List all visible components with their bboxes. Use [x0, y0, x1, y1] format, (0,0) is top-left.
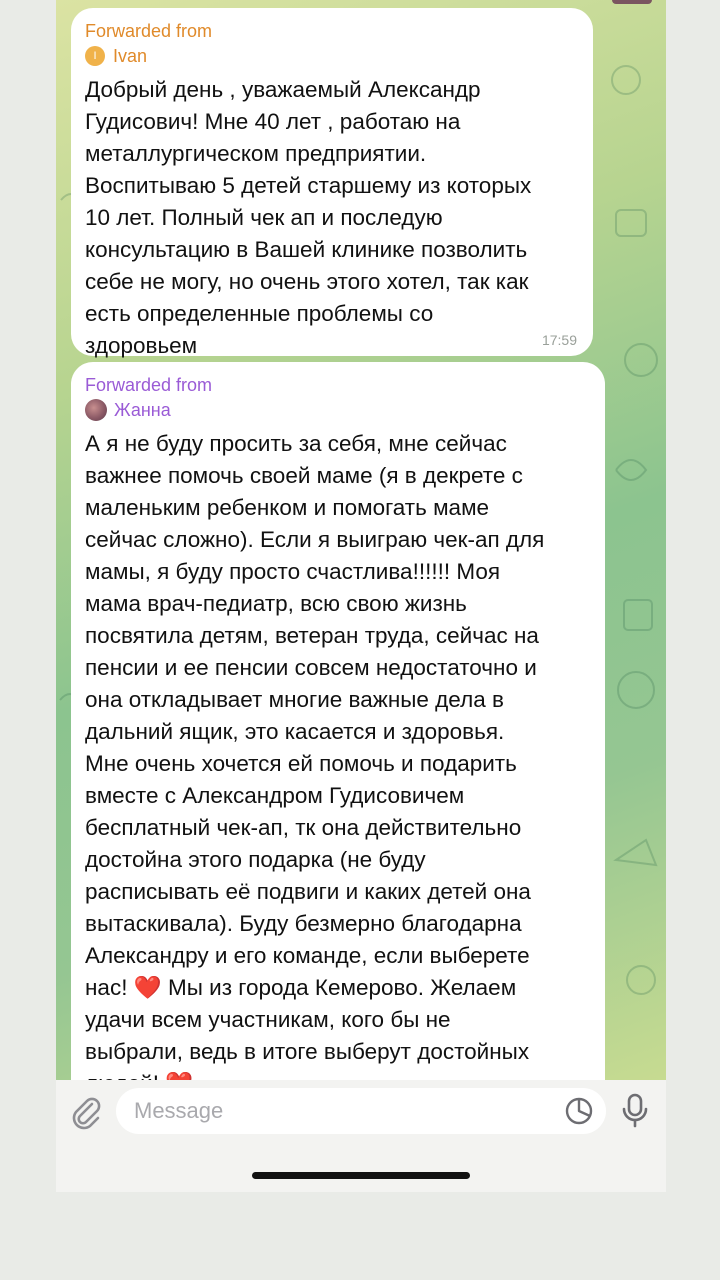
message-bubble[interactable]: [71, 8, 593, 356]
heart-emoji: ❤️: [133, 975, 162, 1000]
message-composer: [56, 1080, 666, 1192]
message-text-part: Мы из города Кемерово. Желаем удачи всем участникам, кого бы не выбрали, ведь в итоге выберут достойных: [85, 975, 530, 1064]
message-bubble[interactable]: [71, 362, 605, 1102]
author-name: Ivan: [113, 46, 148, 66]
sticker-icon[interactable]: [564, 1096, 594, 1126]
chat-background: [56, 0, 666, 1080]
author-name: Жанна: [114, 400, 171, 420]
message-input[interactable]: Message: [116, 1088, 606, 1134]
forwarded-author[interactable]: [85, 398, 589, 422]
home-indicator[interactable]: [252, 1172, 470, 1179]
chat-screen: [56, 0, 666, 1192]
top-avatar-edge: [612, 0, 652, 4]
message-time: 17:59: [541, 332, 577, 348]
author-avatar: I: [85, 46, 105, 66]
forwarded-label: Forwarded from: [85, 21, 213, 41]
microphone-icon[interactable]: [618, 1092, 652, 1128]
author-avatar: [85, 399, 107, 421]
forwarded-author[interactable]: [85, 44, 577, 68]
message-text: [85, 428, 589, 1100]
message-text: Добрый день , уважаемый Александр Гудисович! Мне 40 лет , работаю на металлургическом предприятии. Воспитываю 5 детей старшему из которых 10 лет. Полный чек ап и последую консультацию в Вашей клинике позволить себе не могу, но очень этого хотел, так как есть определенные проблемы со здоровьем: [85, 77, 532, 358]
message-text-part: А я не буду просить за себя, мне сейчас важнее помочь своей маме (я в декрете с маленьким ребенком и помогать маме сейчас сложно). Если я выиграю чек-ап для мамы, я буду просто счастлива!!!!!! Моя мама врач-педиатр, всю свою жизнь посвятила детям, ветеран труда, сейчас на пенсии и ее пенсии совсем недостаточно и она откладывает многие важные дела в дальний ящик, это касается и здоровья. Мне очень хочется ей помочь и подарить вместе с Александром Гудисовичем бесплатный чек-ап, тк она действительно достойна этого подарка (не буду расписывать её подвиги и каких детей она вытаскивала). Буду безмерно благодарна Александру и его команде, если выберете нас!: [85, 431, 545, 1000]
forwarded-label: Forwarded from: [85, 375, 213, 395]
paperclip-icon[interactable]: [68, 1094, 104, 1130]
